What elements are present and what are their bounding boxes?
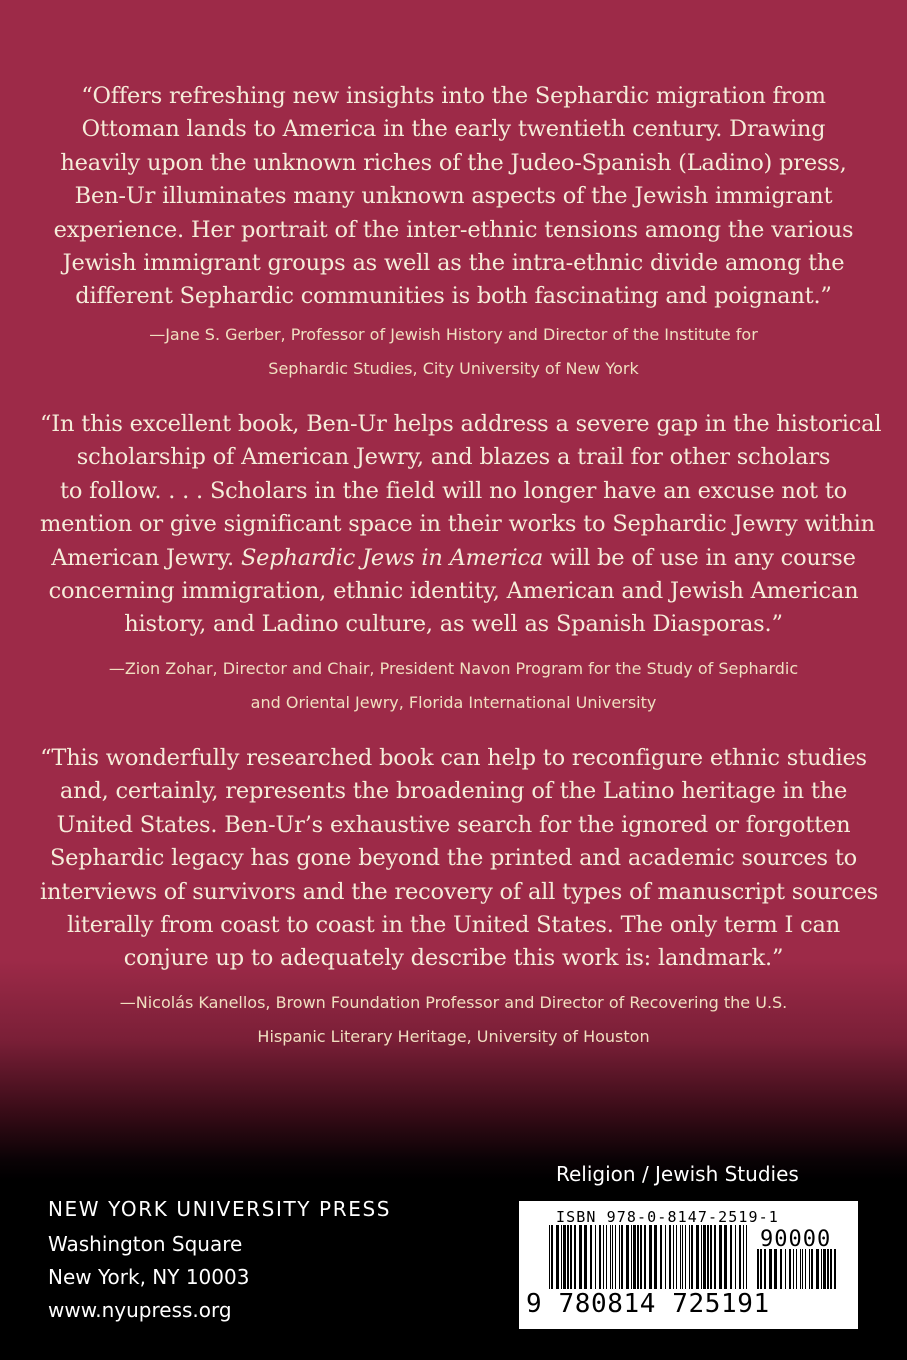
quote-line: Ottoman lands to America in the early twentieth century. Drawing: [81, 116, 826, 143]
barcode-bar: [680, 1225, 681, 1289]
quote-line: to follow. . . . Scholars in the field will no longer have an excuse not to: [59, 477, 848, 504]
attribution-line: Sephardic Studies, City University of New York: [268, 359, 639, 378]
quote-line: different Sephardic communities is both fascinating and poignant.”: [75, 283, 832, 310]
barcode-bar: [757, 1249, 759, 1289]
quote-line: scholarship of American Jewry, and blazes a trail for other scholars: [76, 444, 831, 471]
ean-number: 9 780814 725191: [526, 1289, 770, 1319]
quote-line: concerning immigration, ethnic identity, American and Jewish American: [48, 578, 859, 605]
barcode-bar: [802, 1249, 803, 1289]
barcode-bar: [800, 1249, 801, 1289]
barcode-bar: [599, 1225, 601, 1289]
barcode-bar: [563, 1225, 566, 1289]
barcode-bar: [760, 1249, 762, 1289]
quote-line: conjure up to adequately describe this work is: landmark.”: [123, 945, 784, 972]
barcode-bar: [719, 1225, 722, 1289]
quote-line: United States. Ben-Ur’s exhaustive search for the ignored or forgotten: [56, 811, 851, 838]
book-title-italic: Sephardic Jews in America: [240, 544, 544, 571]
barcode-bar: [809, 1249, 810, 1289]
barcode-bar: [633, 1225, 636, 1289]
attribution-line: and Oriental Jewry, Florida International University: [250, 693, 657, 712]
barcode-bar: [619, 1225, 620, 1289]
attribution-line: —Nicolás Kanellos, Brown Foundation Professor and Director of Recovering the U.S.: [119, 993, 788, 1012]
barcode-bar: [603, 1225, 604, 1289]
barcode-bar: [785, 1249, 786, 1289]
barcode-bar: [710, 1225, 712, 1289]
barcode-bar: [805, 1249, 806, 1289]
quote-line: “This wonderfully researched book can help to reconfigure ethnic studies: [40, 745, 867, 771]
barcode-bar: [821, 1249, 822, 1289]
barcode-bar: [811, 1249, 813, 1289]
publisher-address-line1: Washington Square: [48, 1232, 243, 1256]
barcode-bar: [621, 1225, 623, 1289]
barcode-bar: [561, 1225, 562, 1289]
barcode-bar: [574, 1225, 576, 1289]
barcode-bar: [696, 1225, 699, 1289]
barcode-bar: [789, 1249, 791, 1289]
attribution-kanellos: [30, 986, 877, 1054]
barcode-bar: [735, 1225, 736, 1289]
barcode-bar: [640, 1225, 642, 1289]
barcode-bar: [590, 1225, 592, 1289]
barcode-bar: [764, 1249, 766, 1289]
barcode-bar: [606, 1225, 607, 1289]
isbn-number: ISBN 978-0-8147-2519-1: [556, 1208, 779, 1226]
barcode-bar: [780, 1249, 782, 1289]
barcode-bar: [689, 1225, 690, 1289]
barcode-bar: [637, 1225, 639, 1289]
barcode-bar: [703, 1225, 706, 1289]
barcode-bar: [570, 1225, 572, 1289]
barcode-bar: [615, 1225, 616, 1289]
barcode-bar: [796, 1249, 797, 1289]
barcode-bar: [626, 1225, 629, 1289]
barcode-bar: [556, 1225, 559, 1289]
barcode-bar: [730, 1225, 732, 1289]
barcode-bar: [724, 1225, 727, 1289]
barcode-bar: [746, 1225, 747, 1289]
quote-line-tail: will be of use in any course: [550, 544, 856, 571]
publisher-block: [48, 1190, 391, 1327]
barcode-bar: [665, 1225, 666, 1289]
barcode-bar: [769, 1249, 772, 1289]
barcode-bar: [631, 1225, 632, 1289]
barcode-bar: [673, 1225, 674, 1289]
barcode-bar: [669, 1225, 671, 1289]
barcode-bar: [654, 1225, 657, 1289]
barcode-bar: [649, 1225, 652, 1289]
barcode-bar: [739, 1225, 741, 1289]
quote-line: “Offers refreshing new insights into the Sephardic migration from: [81, 83, 826, 109]
publisher-name: NEW YORK UNIVERSITY PRESS: [48, 1197, 392, 1221]
quote-kanellos: [40, 742, 879, 976]
barcode-bar: [567, 1225, 569, 1289]
subject-category: Religion / Jewish Studies: [556, 1162, 799, 1186]
publisher-address-line2: New York, NY 10003: [48, 1265, 250, 1289]
quote-line: literally from coast to coast in the United States. The only term I can: [66, 912, 841, 939]
barcode-bar: [830, 1249, 832, 1289]
attribution-gerber: [30, 318, 877, 386]
barcode-bar: [660, 1225, 662, 1289]
barcode-bar: [644, 1225, 646, 1289]
barcode-bar: [610, 1225, 611, 1289]
barcode-bar: [707, 1225, 709, 1289]
barcode-bar: [549, 1225, 550, 1289]
attribution-line: —Zion Zohar, Director and Chair, President Navon Program for the Study of Sephardic: [108, 659, 799, 678]
attribution-line: Hispanic Literary Heritage, University of Houston: [257, 1027, 650, 1046]
quote-line: and, certainly, represents the broadening of the Latino heritage in the: [59, 778, 848, 805]
barcode-bar: [774, 1249, 777, 1289]
barcode-bar: [816, 1249, 819, 1289]
publisher-website: www.nyupress.org: [48, 1298, 232, 1322]
quote-line-with-title: [40, 542, 867, 575]
barcode-bar: [743, 1225, 744, 1289]
attribution-zohar: [30, 652, 877, 720]
barcode-bar: [701, 1225, 702, 1289]
quote-line: Sephardic legacy has gone beyond the printed and academic sources to: [49, 845, 858, 872]
quote-line: Jewish immigrant groups as well as the intra-ethnic divide among the: [62, 250, 845, 277]
quote-line: experience. Her portrait of the inter-ethnic tensions among the various: [53, 216, 854, 243]
barcode-bar: [595, 1225, 596, 1289]
barcode-bar: [676, 1225, 677, 1289]
barcode-bar: [827, 1249, 829, 1289]
quote-line: interviews of survivors and the recovery of all types of manuscript sources: [40, 878, 879, 905]
quote-zohar: [40, 408, 882, 642]
barcode-bar: [834, 1249, 836, 1289]
quote-line: “In this excellent book, Ben-Ur helps address a severe gap in the historical: [40, 411, 882, 437]
barcode-bar: [584, 1225, 587, 1289]
quote-line: mention or give significant space in their works to Sephardic Jewry within: [40, 511, 875, 538]
barcode-bar: [612, 1225, 613, 1289]
attribution-line: —Jane S. Gerber, Professor of Jewish History and Director of the Institute for: [149, 325, 758, 344]
quote-line: Ben-Ur illuminates many unknown aspects of the Jewish immigrant: [74, 183, 833, 210]
barcode-bar: [691, 1225, 693, 1289]
barcode-bar: [682, 1225, 683, 1289]
barcode-bar: [793, 1249, 794, 1289]
quote-line: history, and Ladino culture, as well as Spanish Diasporas.”: [124, 611, 783, 638]
quote-line: heavily upon the unknown riches of the Judeo-Spanish (Ladino) press,: [60, 149, 847, 176]
barcode-bar: [551, 1225, 553, 1289]
barcode-bar: [685, 1225, 686, 1289]
barcode-bar: [714, 1225, 716, 1289]
barcode-bar: [579, 1225, 582, 1289]
quote-gerber: [40, 80, 867, 314]
price-code: 90000: [760, 1227, 832, 1252]
quote-line: American Jewry.: [51, 544, 234, 571]
barcode-bar: [823, 1249, 826, 1289]
